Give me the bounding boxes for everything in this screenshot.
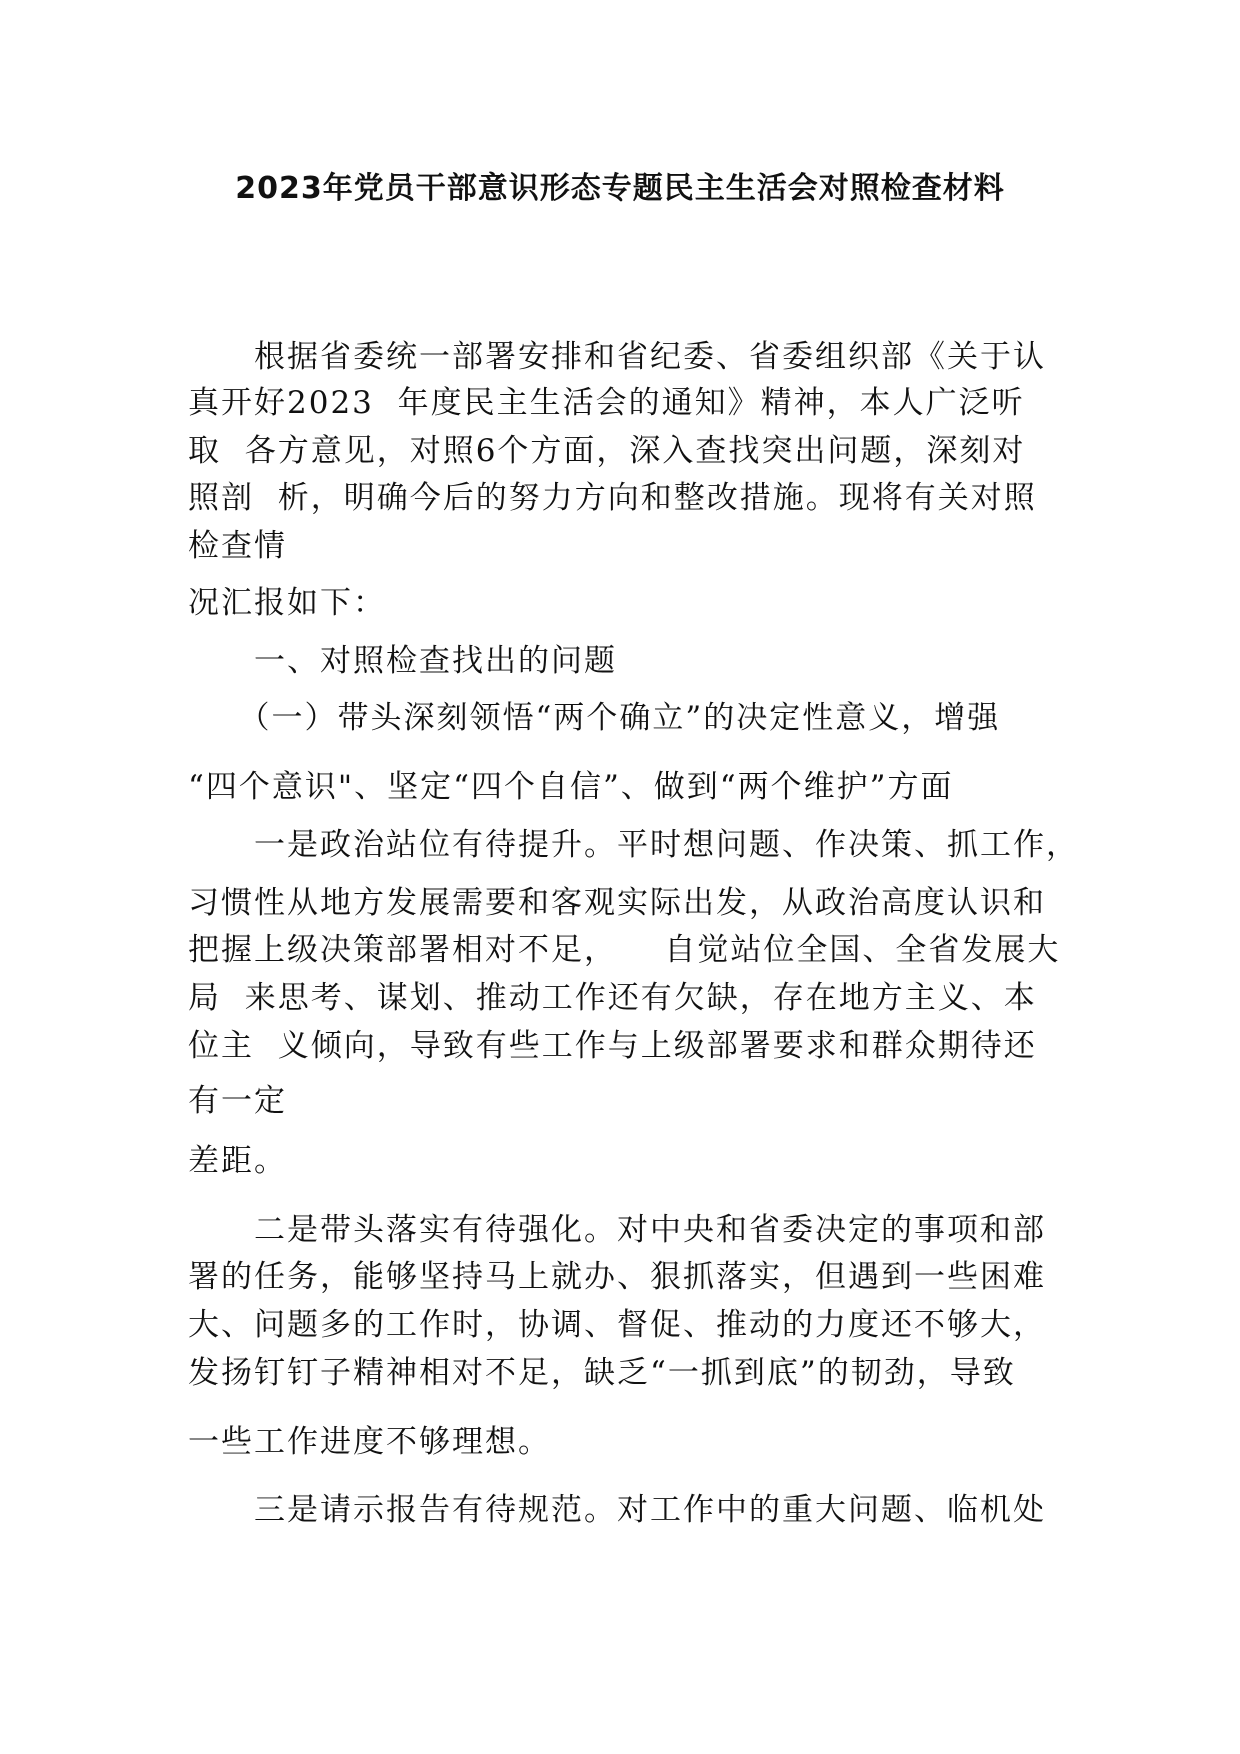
body-line: 发扬钉钉子精神相对不足，缺乏“一抓到底”的韧劲，导致 xyxy=(188,1355,1016,1391)
body-line: 照剖 析，明确今后的努力方向和整改措施。现将有关对照 xyxy=(188,480,1037,516)
body-line: 把握上级决策部署相对不足， 自觉站位全国、全省发展大 xyxy=(188,932,1061,968)
body-line: 一、对照检查找出的问题 xyxy=(188,643,617,679)
body-line: （一）带头深刻领悟“两个确立”的决定性意义，增强 xyxy=(188,700,1001,736)
body-line: 局 来思考、谋划、推动工作还有欠缺，存在地方主义、本 xyxy=(188,980,1037,1016)
body-line: 真开好2023 年度民主生活会的通知》精神，本人广泛听 xyxy=(188,385,1025,421)
body-line: 习惯性从地方发展需要和客观实际出发，从政治高度认识和 xyxy=(188,885,1046,921)
body-line: 取 各方意见，对照6个方面，深入查找突出问题，深刻对 xyxy=(188,433,1026,469)
body-line: 三是请示报告有待规范。对工作中的重大问题、临机处 xyxy=(188,1492,1046,1528)
body-line: 有一定 xyxy=(188,1083,287,1119)
document-title: 2023年党员干部意识形态专题民主生活会对照检查材料 xyxy=(235,171,1005,206)
body-line: “四个意识"、坚定“四个自信”、做到“两个维护”方面 xyxy=(188,769,954,805)
body-line: 一些工作进度不够理想。 xyxy=(188,1424,551,1460)
body-line: 一是政治站位有待提升。平时想问题、作决策、抓工作， xyxy=(188,827,1079,863)
body-line: 署的任务，能够坚持马上就办、狠抓落实，但遇到一些困难 xyxy=(188,1259,1046,1295)
body-line: 况汇报如下： xyxy=(188,585,386,621)
body-line: 检查情 xyxy=(188,528,287,564)
body-line: 根据省委统一部署安排和省纪委、省委组织部《关于认 xyxy=(188,339,1046,375)
body-line: 二是带头落实有待强化。对中央和省委决定的事项和部 xyxy=(188,1212,1046,1248)
body-line: 大、问题多的工作时，协调、督促、推动的力度还不够大， xyxy=(188,1307,1046,1343)
body-line: 差距。 xyxy=(188,1143,287,1179)
body-line: 位主 义倾向，导致有些工作与上级部署要求和群众期待还 xyxy=(188,1028,1037,1064)
